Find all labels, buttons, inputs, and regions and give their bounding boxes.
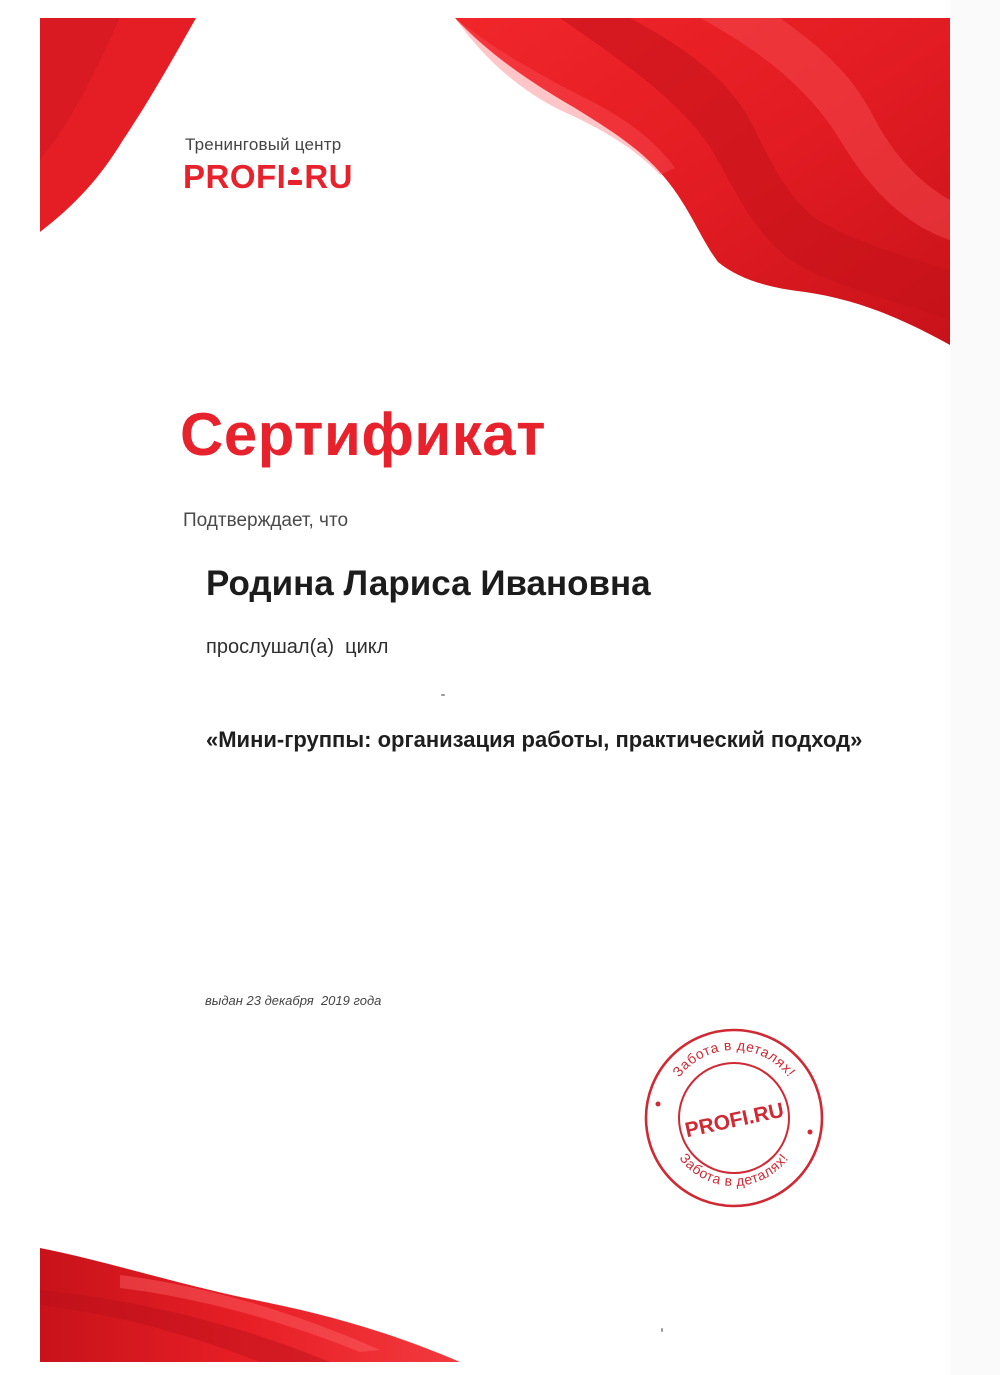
issue-date: выдан 23 декабря 2019 года — [205, 993, 382, 1008]
attended-text: прослушал(а) цикл — [206, 636, 389, 658]
scan-speck — [441, 694, 445, 696]
confirms-text: Подтверждает, что — [183, 510, 349, 531]
logo-person-icon — [286, 160, 304, 188]
training-center-label: Тренинговый центр — [185, 135, 342, 154]
course-name: «Мини-группы: организация работы, практический подход» — [206, 727, 863, 752]
svg-text:Забота в деталях! — [677, 1150, 792, 1189]
stamp-center-logo: PROFI.RU — [683, 1098, 786, 1143]
logo-text-right: RU — [304, 158, 354, 195]
profi-ru-logo — [183, 158, 353, 196]
stamp-ring-text-bottom: Забота в деталях! — [676, 1149, 792, 1190]
scan-speck — [661, 1328, 663, 1332]
logo-text-left: PROFI — [183, 158, 287, 195]
certificate-title: Сертификат — [180, 401, 546, 468]
company-stamp — [640, 1024, 828, 1212]
recipient-name: Родина Лариса Ивановна — [206, 564, 651, 603]
stamp-ring-text-top: Забота в деталях! — [669, 1036, 800, 1080]
